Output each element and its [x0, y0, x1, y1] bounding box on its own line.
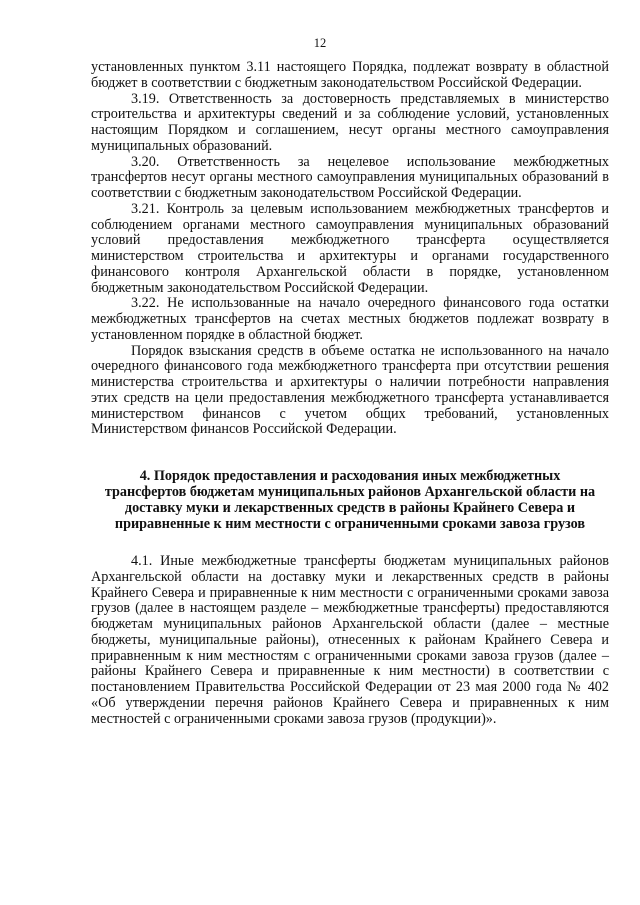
page-content — [91, 60, 609, 727]
paragraph-3-22: 3.22. Не использованные на начало очередного финансового года остатки межбюджетных трансфертов на счетах местных бюджетов подлежат возврату в установленном порядке в областной бюджет. — [91, 295, 609, 343]
paragraph-3-19: 3.19. Ответственность за достоверность представляемых в министерство строительства и архитектуры сведений и за соблюдение условий, установленных настоящим Порядком и соглашением, несут органы местного самоуправления муниципальных образований. — [91, 90, 609, 154]
paragraph-3-20: 3.20. Ответственность за нецелевое использование межбюджетных трансфертов несут органы местного самоуправления муниципальных образований в соответствии с бюджетным законодательством Российской Федерации. — [91, 153, 609, 201]
section-heading: 4. Порядок предоставления и расходования иных межбюджетных трансфертов бюджетам муниципальных районов Архангельской области на доставку муки и лекарственных средств в районы Крайнего Севера и приравненные к ним местности с ограниченными сроками завоза грузов — [104, 468, 596, 532]
page-number: 12 — [313, 36, 327, 50]
paragraph-4-1: 4.1. Иные межбюджетные трансферты бюджетам муниципальных районов Архангельской области на доставку муки и лекарственных средств в районы Крайнего Севера и приравненные к ним местности с ограниченными сроками завоза грузов (далее в настоящем разделе – межбюджетные трансферты) предоставляются бюджетам муниципальных районов Архангельской области (далее – местные бюджеты, муниципальные районы), отнесенных к районам Крайнего Севера и приравненным к ним местностям с ограниченными сроками завоза грузов (далее – районы Крайнего Севера и приравненные к ним местности) в соответствии с постановлением Правительства Российской Федерации от 23 мая 2000 года № 402 «Об утверждении перечня районов Крайнего Севера и приравненных к ним местностей с ограниченными сроками завоза грузов (продукции)». — [91, 553, 609, 727]
paragraph-3-21: 3.21. Контроль за целевым использованием межбюджетных трансфертов и соблюдением органами местного самоуправления муниципальных образований условий предоставления межбюджетного трансферта осуществляется министерством строительства и архитектуры и органами государственного финансового контроля Архангельской области в порядке, установленном бюджетным законодательством Российской Федерации. — [91, 200, 609, 296]
paragraph-continuation: установленных пунктом 3.11 настоящего Порядка, подлежат возврату в областной бюджет в соответствии с бюджетным законодательством Российской Федерации. — [91, 59, 609, 91]
paragraph-recovery-procedure: Порядок взыскания средств в объеме остатка не использованного на начало очередного финансового года межбюджетного трансферта при отсутствии решения министерства строительства и архитектуры о наличии потребности направления этих средств на цели предоставления межбюджетного трансферта устанавливается министерством финансов с учетом общих требований, установленных Министерством финансов Российской Федерации. — [91, 342, 609, 438]
